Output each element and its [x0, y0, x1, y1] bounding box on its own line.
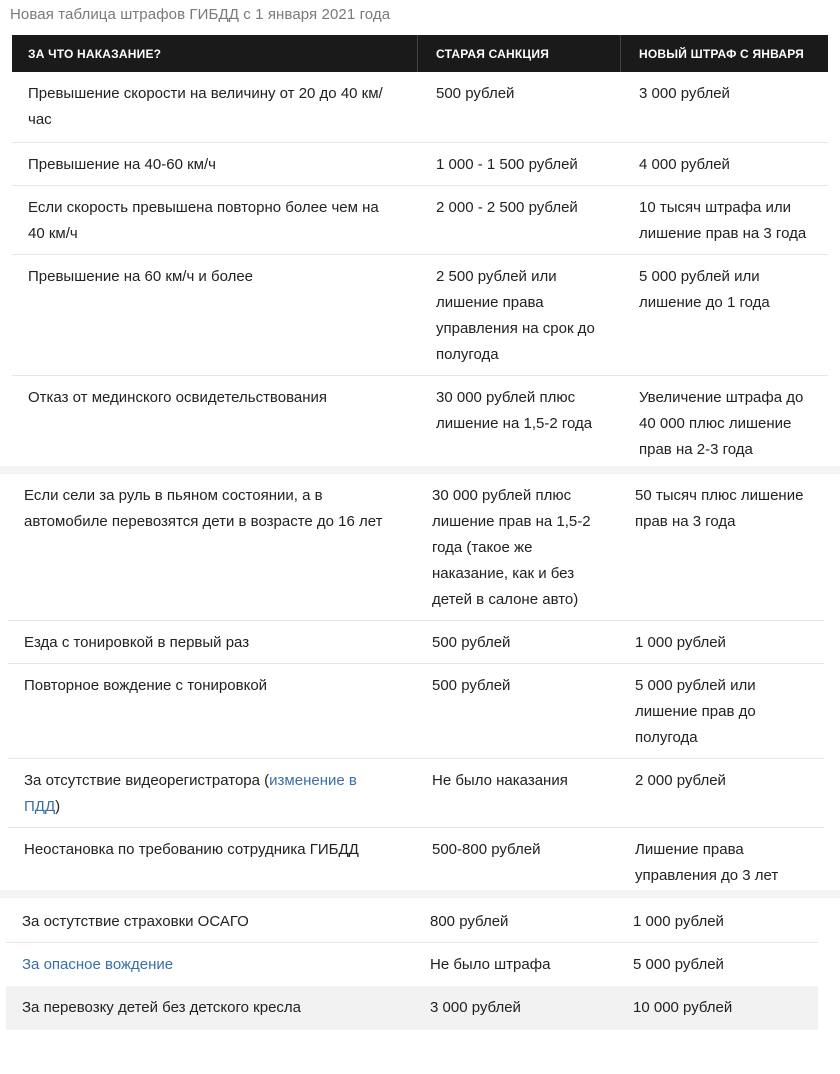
table-row: [8, 474, 824, 620]
new-fine-link[interactable]: 5 000 рублей или лишение прав до полугода: [635, 677, 756, 746]
offense-cell: Превышение скорости на величину от 20 до 40 км/час: [28, 85, 383, 128]
new-fine-cell: Увеличение штрафа до 40 000 плюс лишение прав на 2-3 года: [639, 389, 804, 458]
header-new-fine: НОВЫЙ ШТРАФ С ЯНВАРЯ: [639, 46, 805, 61]
old-sanction-cell: Не было штрафа: [430, 956, 551, 973]
new-fine-cell: 10 000 рублей: [633, 999, 733, 1016]
table-row: [6, 986, 818, 1030]
old-sanction-cell: 500 рублей: [432, 677, 511, 694]
table-row: [6, 943, 818, 985]
offense-cell: Неостановка по требованию сотрудника ГИБДД: [24, 841, 359, 858]
old-sanction-cell: 800 рублей: [430, 913, 509, 930]
new-fine-cell: 1 000 рублей: [633, 913, 724, 930]
offense-cell: Если сели за руль в пьяном состоянии, а в автомобиле перевозятся дети в возрасте до 16 лет: [24, 487, 383, 530]
page-caption: Новая таблица штрафов ГИБДД с 1 января 2021 года: [10, 6, 391, 23]
new-fine-cell: 50 тысяч плюс лишение прав на 3 года: [635, 487, 804, 530]
pdd-change-link[interactable]: изменение в ПДД: [24, 772, 357, 815]
old-sanction-cell: Не было наказания: [432, 772, 568, 789]
table-row: [8, 664, 824, 758]
old-sanction-cell: 1 000 - 1 500 рублей: [436, 156, 578, 173]
offense-cell: [6, 943, 412, 985]
offense-text-end: ): [55, 798, 61, 815]
offense-cell: [8, 759, 414, 827]
table-row: [12, 186, 828, 254]
new-fine-cell: 3 000 рублей: [639, 85, 730, 102]
old-sanction-cell: 2 500 рублей или лишение права управления на срок до полугода: [436, 268, 595, 363]
header-old-sanction: СТАРАЯ САНКЦИЯ: [418, 35, 621, 72]
old-sanction-cell: 3 000 рублей: [430, 999, 521, 1016]
offense-cell: Превышение на 40-60 км/ч: [28, 156, 216, 173]
table-row: [12, 376, 828, 466]
old-sanction-cell: 30 000 рублей плюс лишение на 1,5-2 года: [436, 389, 593, 432]
new-fine-cell: 5 000 рублей или лишение до 1 года: [639, 268, 770, 311]
table-row: [8, 759, 824, 827]
dangerous-driving-link[interactable]: За опасное вождение: [22, 956, 174, 973]
table-header: [12, 35, 828, 72]
old-sanction-cell: 500 рублей: [432, 634, 511, 651]
offense-cell: Превышение на 60 км/ч и более: [28, 268, 254, 285]
offense-cell: Отказ от мединского освидетельствования: [28, 389, 328, 406]
table-row: [6, 900, 818, 942]
old-sanction-cell: 30 000 рублей плюс лишение прав на 1,5-2 года (такое же наказание, как и без детей в салоне авто): [432, 487, 591, 608]
offense-cell: За перевозку детей без детского кресла: [22, 999, 302, 1016]
offense-cell: Езда с тонировкой в первый раз: [24, 634, 250, 651]
old-sanction-cell: 500-800 рублей: [432, 841, 541, 858]
table-row: [12, 72, 828, 142]
old-sanction-cell: 500 рублей: [436, 85, 515, 102]
offense-cell: За остутствие страховки ОСАГО: [22, 913, 249, 930]
new-fine-cell: 10 тысяч штрафа или лишение прав на 3 года: [639, 199, 807, 242]
new-fine-cell: 5 000 рублей: [633, 956, 724, 973]
new-fine-cell: 1 000 рублей: [635, 634, 726, 651]
new-fine-cell: 2 000 рублей: [635, 772, 726, 789]
new-fine-cell: 4 000 рублей: [639, 156, 730, 173]
offense-cell: Если скорость превышена повторно более чем на 40 км/ч: [28, 199, 379, 242]
table-row: [12, 143, 828, 185]
table-row: [12, 255, 828, 375]
offense-cell: Повторное вождение с тонировкой: [24, 677, 268, 694]
header-offense: ЗА ЧТО НАКАЗАНИЕ?: [12, 35, 418, 72]
table-row: [8, 828, 824, 890]
offense-text: За отсутствие видеорегистратора (: [24, 772, 270, 789]
table-row: [8, 621, 824, 663]
new-fine-cell: Лишение права управления до 3 лет: [635, 841, 779, 884]
old-sanction-cell: 2 000 - 2 500 рублей: [436, 199, 578, 216]
